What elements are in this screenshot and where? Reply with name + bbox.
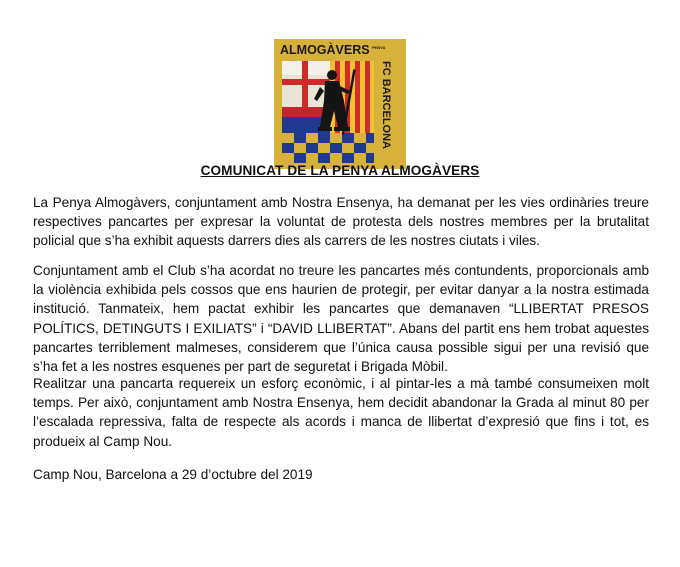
penya-almogavers-logo (274, 39, 406, 169)
page-title: COMUNICAT DE LA PENYA ALMOGÀVERS (200, 163, 480, 178)
crest-emblem-icon (274, 39, 406, 169)
paragraph-3: Realitzar una pancarta requereix un esforç econòmic, i al pintar-les a mà també consumeixen molt temps. Per això, conjuntament amb Nostra Ensenya, hem decidit abandonar la Grada al minut 80 per l’escalada repressiva, falta de respecte als acords i manca de llibertat d’expresió que fins i tot, es produeix al Camp Nou. (33, 376, 649, 449)
paragraph-1: La Penya Almogàvers, conjuntament amb Nostra Ensenya, ha demanat per les vies ordinàries treure respectives pancartes per expresar la voluntat de protesta dels nostres membres per la brutalitat policial que s’ha exhibit aquests darrers dies als carrers de les nostres ciutats i viles. (33, 195, 649, 249)
logo-top-text: ALMOGÀVERS (280, 43, 370, 57)
signoff-date: Camp Nou, Barcelona a 29 d’octubre del 2019 (33, 467, 313, 482)
crest-panel (282, 61, 374, 163)
logo-small-text: PENYA (372, 45, 386, 50)
logo-side-text: FC BARCELONA (380, 61, 392, 149)
paragraph-2: Conjuntament amb el Club s’ha acordat no treure les pancartes més contundents, proporcionals amb la violència exhibida pels cossos que ens haurien de protegir, per evitar danyar a la nostra estimada institució. Tanmateix, hem pactat exhibir les pancartes que demanaven “LLIBERTAT PRESOS POLÍTICS, DETINGUTS I EXILIATS” i “DAVID LLIBERTAT”. Abans del partit ens hem trobat aquestes pancartes terriblement malmeses, considerem que l’única causa possible sigui per una revisió que s’ha fet a les nostres esquenes per part de seguretat i Brigada Mòbil. (33, 263, 649, 375)
cross-horizontal-icon (282, 79, 330, 85)
